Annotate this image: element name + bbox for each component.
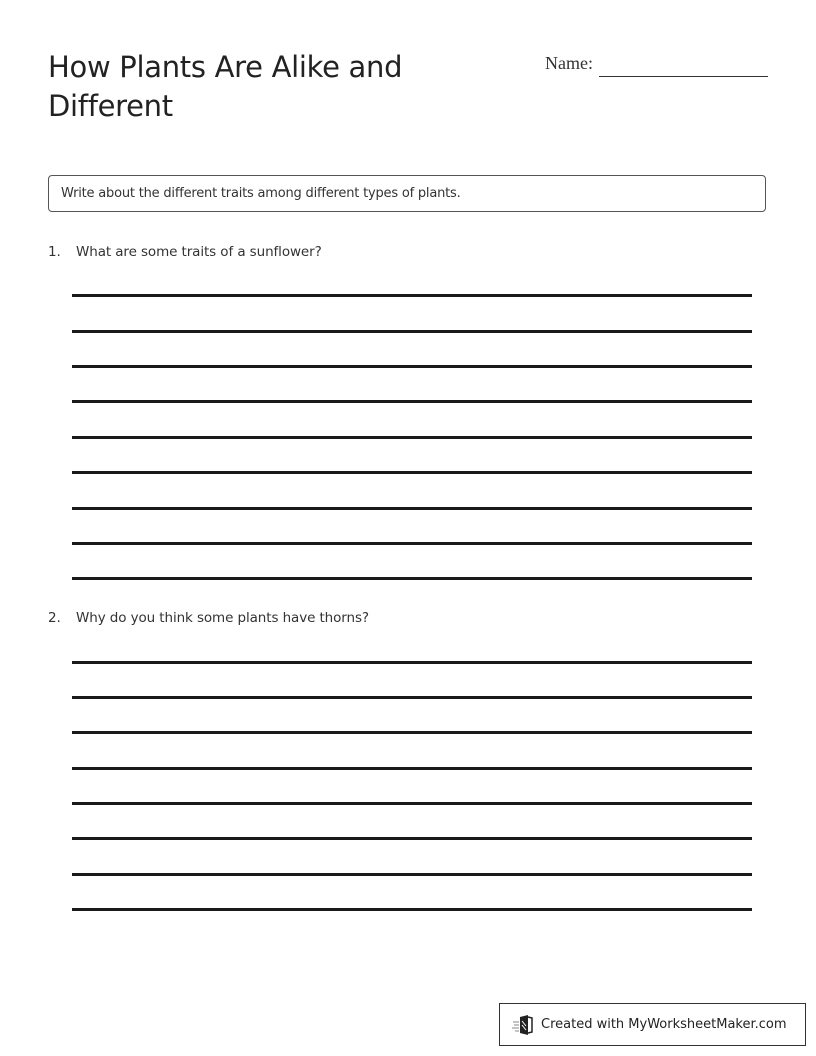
instructions-box: [48, 175, 766, 212]
question-number: 2.: [48, 610, 61, 626]
answer-line[interactable]: [72, 294, 752, 297]
answer-line[interactable]: [72, 802, 752, 805]
answer-line[interactable]: [72, 873, 752, 876]
name-blank-line[interactable]: [599, 76, 768, 77]
worksheet-title: How Plants Are Alike and Different: [48, 50, 403, 123]
answer-line[interactable]: [72, 330, 752, 333]
answer-line[interactable]: [72, 837, 752, 840]
answer-line[interactable]: [72, 731, 752, 734]
answer-line[interactable]: [72, 365, 752, 368]
name-field: [545, 52, 593, 80]
created-with-label: Created with MyWorksheetMaker.com: [541, 1017, 787, 1032]
answer-line[interactable]: [72, 400, 752, 403]
question-text: Why do you think some plants have thorns?: [76, 610, 369, 626]
answer-line[interactable]: [72, 908, 752, 911]
answer-line[interactable]: [72, 696, 752, 699]
question-1: [48, 244, 322, 260]
answer-line[interactable]: [72, 767, 752, 770]
instructions-text: Write about the different traits among different types of plants.: [61, 186, 461, 201]
question-number: 1.: [48, 244, 61, 260]
answer-line[interactable]: [72, 542, 752, 545]
worksheet-logo-icon: [512, 1014, 534, 1036]
question-2: [48, 610, 369, 626]
answer-line[interactable]: [72, 507, 752, 510]
answer-line[interactable]: [72, 661, 752, 664]
question-text: What are some traits of a sunflower?: [76, 244, 322, 260]
created-with-badge[interactable]: [499, 1003, 806, 1046]
answer-line[interactable]: [72, 436, 752, 439]
answer-line[interactable]: [72, 471, 752, 474]
answer-line[interactable]: [72, 577, 752, 580]
name-label: Name:: [545, 53, 593, 73]
